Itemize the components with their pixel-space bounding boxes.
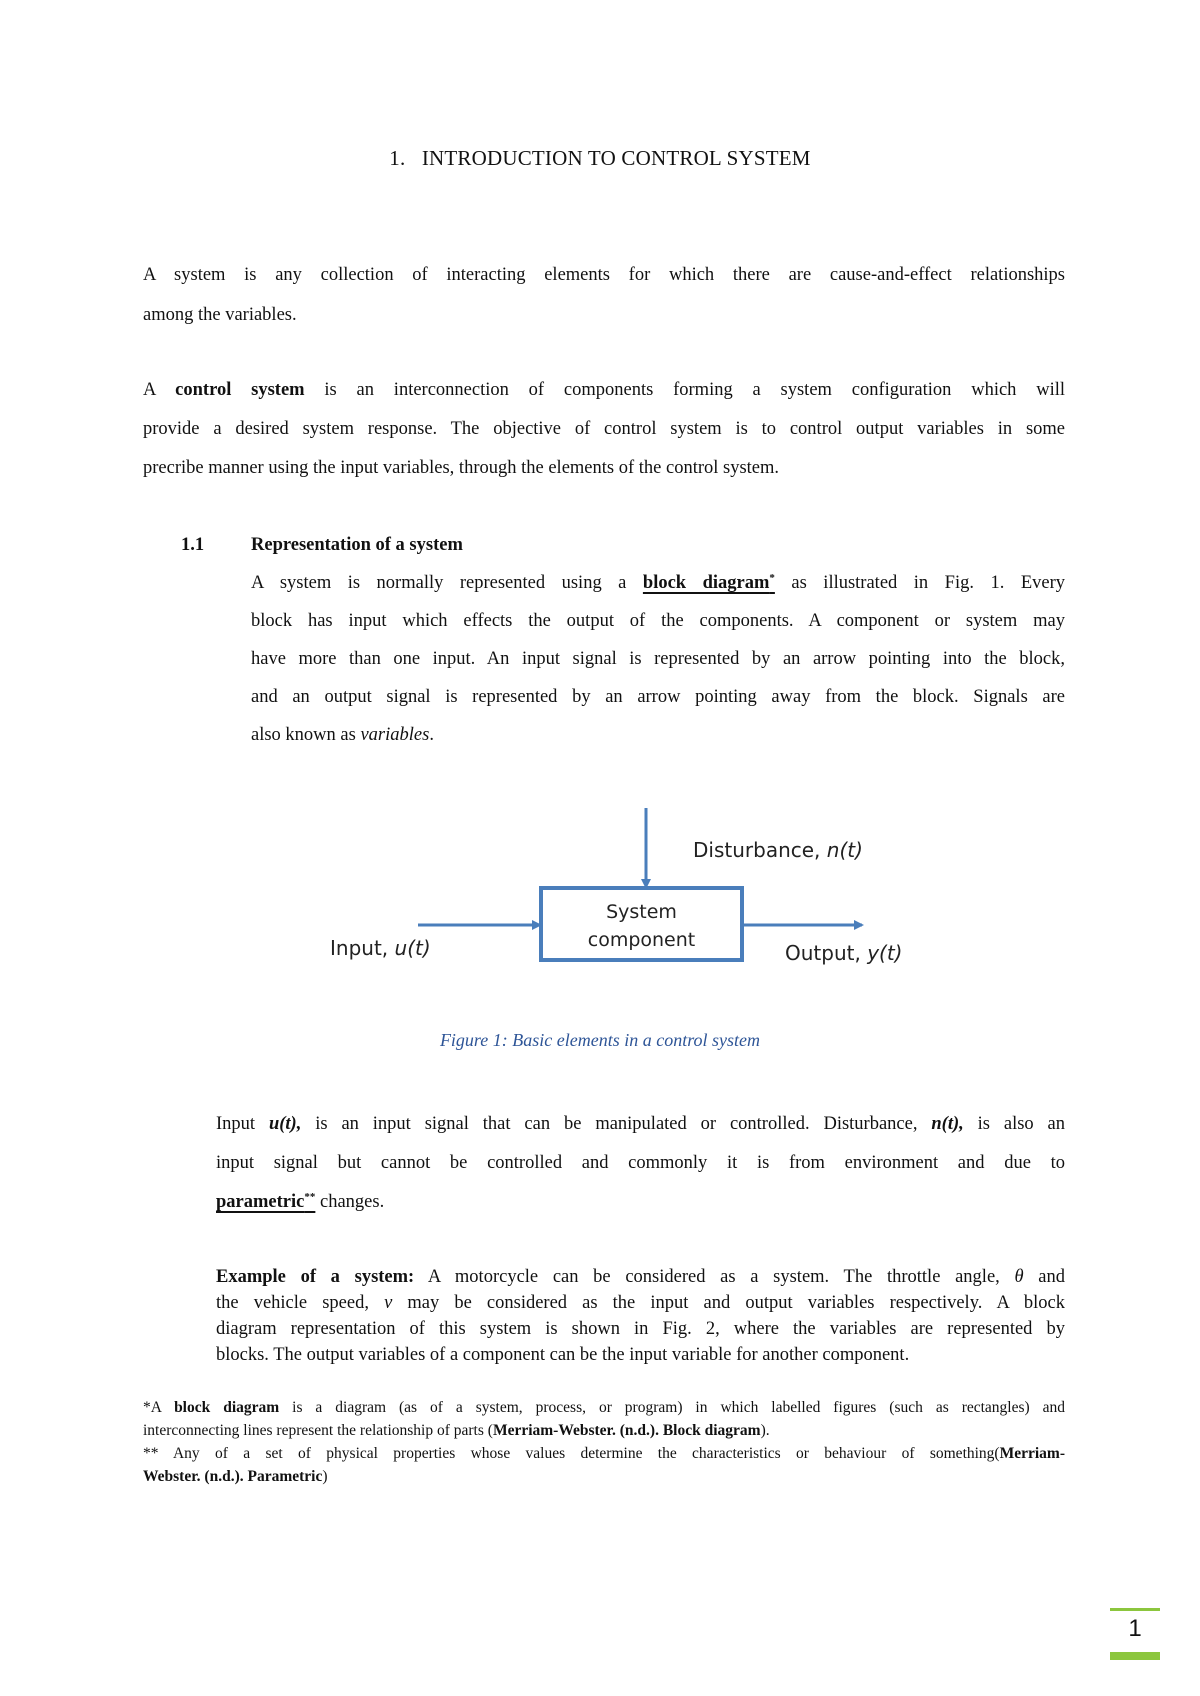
parametric-text: parametric [216,1192,305,1212]
footnote-1-line1 [143,1396,1065,1419]
control-system-term: control system [175,380,305,400]
example-label: Example of a system: [216,1267,415,1287]
footnote-1-term: block diagram [174,1399,280,1416]
example-line1 [216,1267,1065,1288]
para3-line3-post: changes. [319,1192,385,1212]
example-line1-text: A motorcycle can be considered as a system. The throttle angle, [427,1267,1000,1287]
footnote-2-end: ) [322,1468,328,1485]
section-line1-pre: A system is normally represented using a [251,573,627,593]
para3-input-word: Input [216,1114,256,1134]
footnote-2-text: ** Any of a set of physical properties whose values determine the characteristics or behaviour of something( [143,1445,1000,1462]
para3-line3 [216,1192,384,1213]
para3-line1 [216,1114,1065,1135]
input-label [330,936,431,960]
disturbance-label [693,838,863,862]
footnote-2-ref-part1: Merriam- [999,1445,1065,1462]
section-line5-period: . [429,725,434,745]
footnote-mark-2: ** [304,1190,316,1203]
output-label [785,941,902,965]
para3-ut: u(t), [268,1114,302,1134]
footnote-2-ref-part2: Webster. (n.d.). Parametric [143,1468,323,1485]
block-label-line1: System [606,901,677,923]
theta-symbol: θ [1014,1267,1024,1287]
page-number-top-rule [1110,1608,1160,1611]
figure-caption: Figure 1: Basic elements in a control system [439,1030,761,1050]
block-label-line2: component [587,929,696,951]
chapter-heading [0,146,1200,171]
example-line2 [216,1293,1065,1314]
section-line1 [251,573,1065,594]
parametric-term [216,1192,315,1212]
para2-pre: A [143,380,156,400]
section-line3: have more than one input. An input signal is represented by an arrow pointing into the block, [251,649,1065,669]
para3-nt: n(t), [931,1114,964,1134]
section-line2: block has input which effects the output of the components. A component or system may [251,611,1065,631]
v-symbol: v [384,1293,393,1313]
system-component-label [541,898,742,954]
para2-line2: provide a desired system response. The objective of control system is to control output variables in some [143,419,1065,439]
para2-line1 [143,380,1065,401]
footnote-1-reference: Merriam-Webster. (n.d.). Block diagram [492,1422,761,1439]
footnote-1-line2 [143,1419,770,1442]
chapter-title: INTRODUCTION TO CONTROL SYSTEM [421,146,811,170]
example-line3: diagram representation of this system is shown in Fig. 2, where the variables are represented by [216,1319,1065,1339]
example-line4: blocks. The output variables of a component can be the input variable for another component. [216,1345,910,1365]
block-diagram-text: block diagram [642,573,770,593]
block-diagram-term [643,573,775,593]
example-line2-pre: the vehicle speed, [216,1293,369,1313]
output-var: y(t) [867,941,903,965]
footnote-2-line2 [143,1465,328,1488]
variables-term: variables [360,725,430,745]
disturbance-text: Disturbance, [693,838,827,862]
section-title: Representation of a system [251,535,463,555]
para3-end: is also an [977,1114,1066,1134]
input-var: u(t) [394,936,431,960]
section-line1-post: as illustrated in Fig. 1. Every [791,573,1066,593]
example-line1-end: and [1038,1267,1066,1287]
para3-line2: input signal but cannot be controlled and commonly it is from environment and due to [216,1153,1065,1173]
section-line5-pre: also known as [251,725,356,745]
output-text: Output, [785,941,868,965]
para2-line3: precribe manner using the input variables, through the elements of the control system. [143,458,780,478]
chapter-number: 1. [389,146,406,170]
para3-mid: is an input signal that can be manipulated or controlled. Disturbance, [315,1114,918,1134]
footnote-2-line1 [143,1442,1065,1465]
footnote-1-text: is a diagram (as of a system, process, or program) in which labelled figures (such as rectangles) and [292,1399,1066,1416]
para2-post: is an interconnection of components forming a system configuration which will [324,380,1066,400]
page-number-bottom-rule [1110,1652,1160,1660]
footnote-1-star: *A [143,1399,162,1416]
page-number: 1 [1128,1615,1142,1642]
disturbance-var: n(t) [826,838,863,862]
para1-line2: among the variables. [143,305,297,325]
section-line5 [251,725,434,746]
section-line4: and an output signal is represented by an arrow pointing away from the block. Signals are [251,687,1065,707]
footnote-mark-1: * [769,571,775,584]
footnote-1-end: ). [760,1422,770,1439]
footnote-1-line2-text: interconnecting lines represent the relationship of parts ( [143,1422,493,1439]
example-line2-post: may be considered as the input and output variables respectively. A block [407,1293,1065,1313]
input-text: Input, [330,936,395,960]
section-number: 1.1 [181,535,205,555]
para1-line1: A system is any collection of interacting elements for which there are cause-and-effect relationships [143,265,1065,285]
